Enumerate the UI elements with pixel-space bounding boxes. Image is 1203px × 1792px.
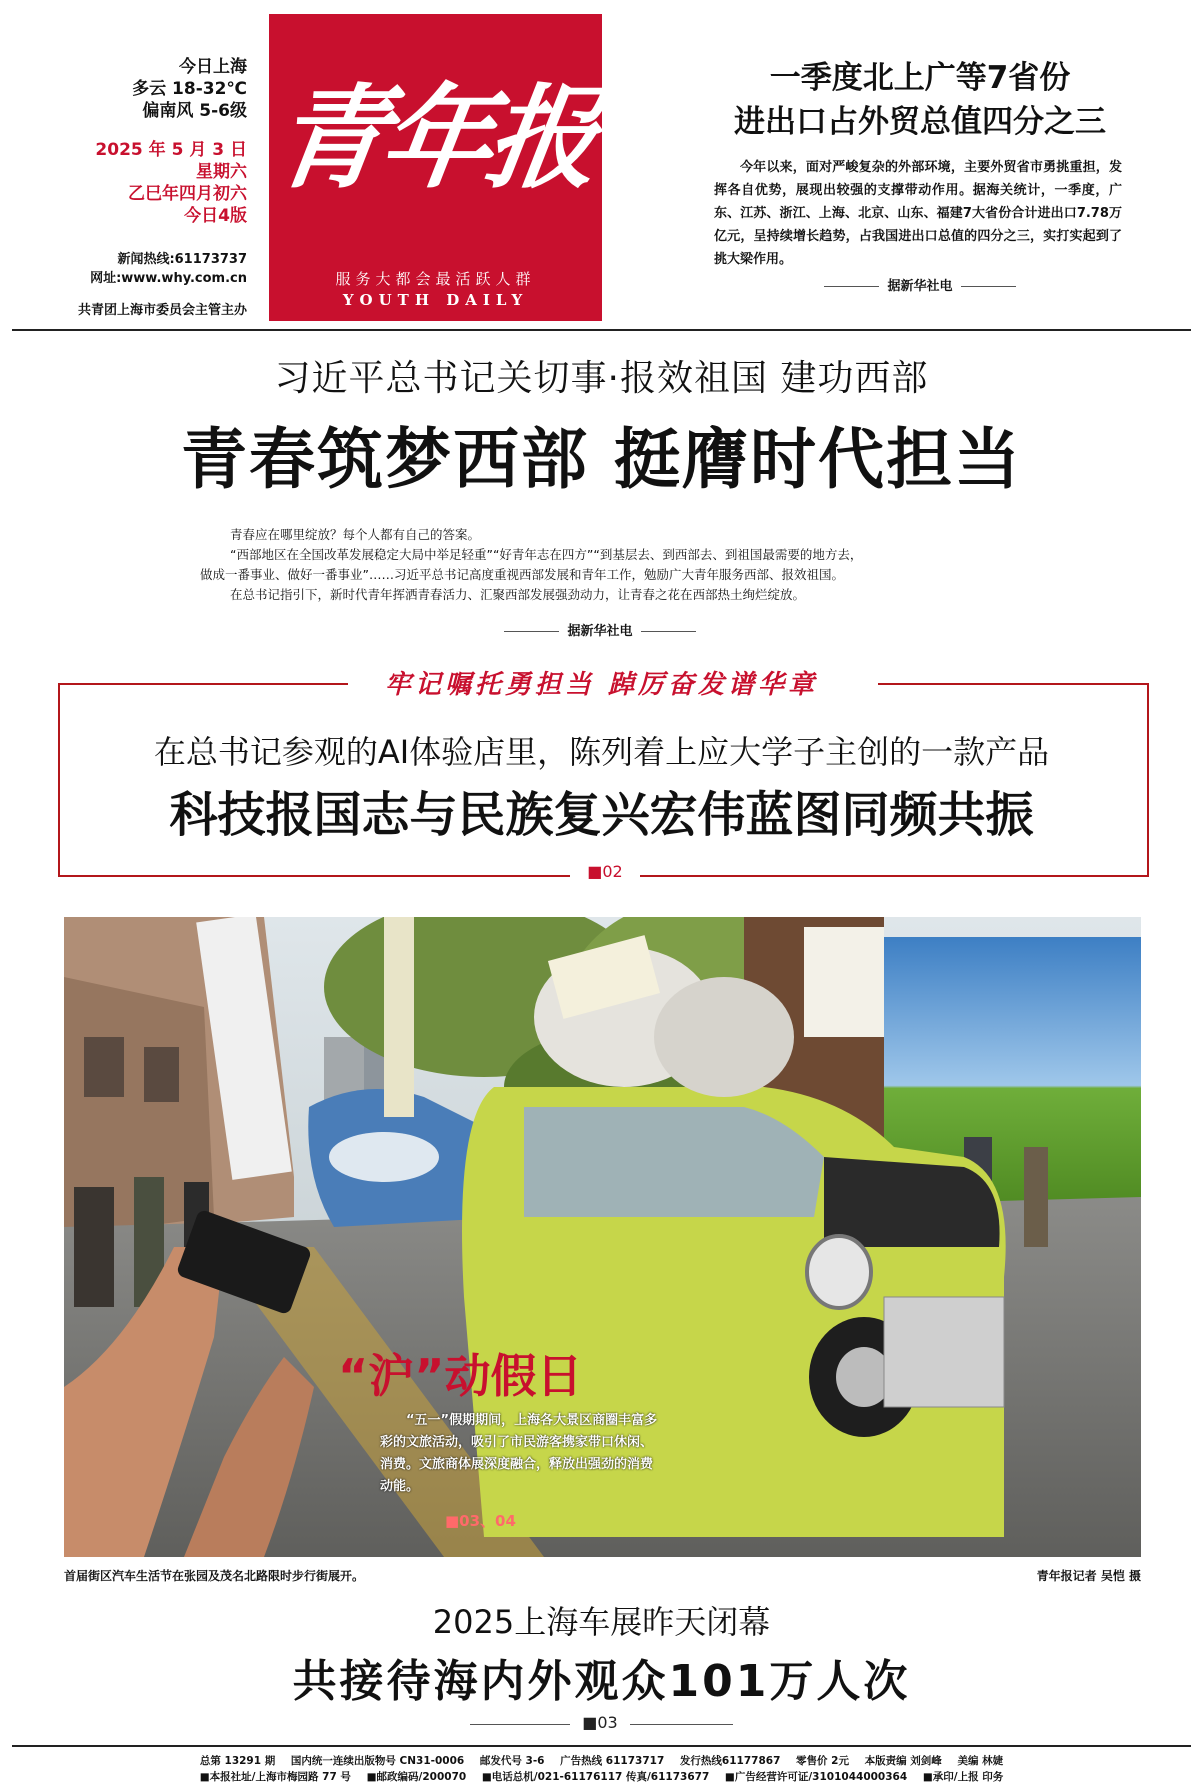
lead-paragraph: 做成一番事业、做好一番事业”……习近平总书记高度重视西部发展和青年工作，勉励广大青年服务西部、报效祖国。 xyxy=(200,567,844,582)
credit-divider xyxy=(961,286,1016,287)
date-weekday: 星期六 xyxy=(196,162,247,182)
lead-paragraph: 在总书记指引下，新时代青年挥洒青春活力、汇聚西部发展强劲动力，让青春之花在西部热土绚烂绽放。 xyxy=(230,587,806,602)
top-story-credit xyxy=(800,275,1040,294)
footer-imprint xyxy=(12,1745,1191,1785)
bottom-story-subtitle: 2025上海车展昨天闭幕 xyxy=(432,1603,771,1641)
box-kicker: 牢记嘱托勇担当 踔厉奋发谱华章 xyxy=(384,670,819,700)
masthead-divider xyxy=(12,329,1191,331)
box-page-ref[interactable]: ■02 xyxy=(570,862,640,881)
top-story-title-line1: 一季度北上广等7省份 xyxy=(769,60,1071,96)
newspaper-logo xyxy=(266,14,603,321)
sponsor-line: 共青团上海市委员会主管主办 xyxy=(77,303,247,318)
issue-date xyxy=(95,139,247,227)
photo-feature-title[interactable]: “沪”动假日 xyxy=(338,1349,583,1403)
credit-text: 据新华社电 xyxy=(887,279,953,294)
credit-divider xyxy=(504,631,559,632)
bottom-story-headline[interactable]: 共接待海内外观众101万人次 xyxy=(292,1656,911,1707)
main-story-kicker: 习近平总书记关切事·报效祖国 建功西部 xyxy=(274,358,929,399)
logo-slogan: 服务大都会最活跃人群 xyxy=(335,270,536,288)
website-link[interactable]: 网址:www.why.com.cn xyxy=(90,271,247,286)
footer-item: 本版责编 刘剑峰 xyxy=(864,1755,942,1767)
weather-city: 今日上海 xyxy=(179,57,247,77)
main-story-headline[interactable]: 青春筑梦西部 挺膺时代担当 xyxy=(181,421,1022,498)
top-story-title-line2: 进出口占外贸总值四分之三 xyxy=(734,104,1106,140)
credit-text: 据新华社电 xyxy=(567,624,633,639)
footer-row-2 xyxy=(12,1769,1191,1785)
footer-item: 美编 林婕 xyxy=(957,1755,1004,1767)
footer-item: ■承印/上报 印务 xyxy=(922,1771,1004,1783)
footer-item: 发行热线61177867 xyxy=(679,1755,781,1767)
top-story-body: 今年以来，面对严峻复杂的外部环境，主要外贸省市勇挑重担，发挥各自优势，展现出较强的支撑带动作用。据海关统计，一季度，广东、江苏、浙江、上海、北京、山东、福建7大省份合计进出口7.78万亿元，呈持续增长趋势，占我国进出口总值的四分之三，实打实起到了挑大梁作用。 xyxy=(714,160,1122,267)
main-story-lead xyxy=(200,525,1010,605)
footer-item: 总第 13291 期 xyxy=(199,1755,276,1767)
weather-wind: 偏南风 5-6级 xyxy=(142,101,247,121)
photo-caption: 首届街区汽车生活节在张园及茂名北路限时步行街展开。 xyxy=(64,1569,365,1583)
lead-paragraph: “西部地区在全国改革发展稳定大局中举足轻重”“好青年志在四方”“到基层去、到西部去、到祖国最需要的地方去， xyxy=(230,547,863,562)
footer-item: ■邮政编码/200070 xyxy=(366,1771,467,1783)
box-headline[interactable]: 科技报国志与民族复兴宏伟蓝图同频共振 xyxy=(169,787,1034,843)
footer-item: 邮发代号 3-6 xyxy=(479,1755,545,1767)
bottom-page-ref[interactable]: ■03 xyxy=(570,1713,630,1732)
box-subtitle: 在总书记参观的AI体验店里，陈列着上应大学子主创的一款产品 xyxy=(153,733,1050,771)
logo-english: YOUTH DAILY xyxy=(342,291,529,309)
date-lunar: 乙巳年四月初六 xyxy=(128,184,247,204)
footer-item: 零售价 2元 xyxy=(796,1755,849,1767)
date-gregorian: 2025 年 5 月 3 日 xyxy=(95,140,247,160)
footer-row-1 xyxy=(12,1753,1191,1769)
weather-temp: 多云 18-32℃ xyxy=(132,79,247,99)
photo-page-ref[interactable]: ■03、04 xyxy=(445,1512,516,1530)
photo-credit: 青年报记者 吴恺 摄 xyxy=(1036,1569,1141,1583)
news-hotline: 新闻热线:61173737 xyxy=(117,252,247,267)
footer-item: ■广告经营许可证/3101044000364 xyxy=(724,1771,908,1783)
footer-item: 广告热线 61173717 xyxy=(560,1755,665,1767)
weather-info xyxy=(132,56,247,122)
date-pages: 今日4版 xyxy=(184,206,247,226)
credit-divider xyxy=(824,286,879,287)
main-story-credit xyxy=(480,620,720,639)
photo-feature-text: “五一”假期期间，上海各大景区商圈丰富多彩的文旅活动，吸引了市民游客携家带口休闲、消费。文旅商体展深度融合，释放出强劲的消费动能。 xyxy=(380,1413,658,1494)
top-story-title[interactable] xyxy=(650,56,1190,144)
credit-divider xyxy=(641,631,696,632)
logo-calligraphy: 青年报 xyxy=(266,73,603,204)
lead-paragraph: 青春应在哪里绽放？每个人都有自己的答案。 xyxy=(230,527,481,542)
footer-item: ■电话总机/021-61176117 传真/61173677 xyxy=(481,1771,710,1783)
footer-item: 国内统一连续出版物号 CN31-0006 xyxy=(290,1755,465,1767)
contact-info xyxy=(90,250,247,288)
footer-item: ■本报社址/上海市梅园路 77 号 xyxy=(199,1771,351,1783)
